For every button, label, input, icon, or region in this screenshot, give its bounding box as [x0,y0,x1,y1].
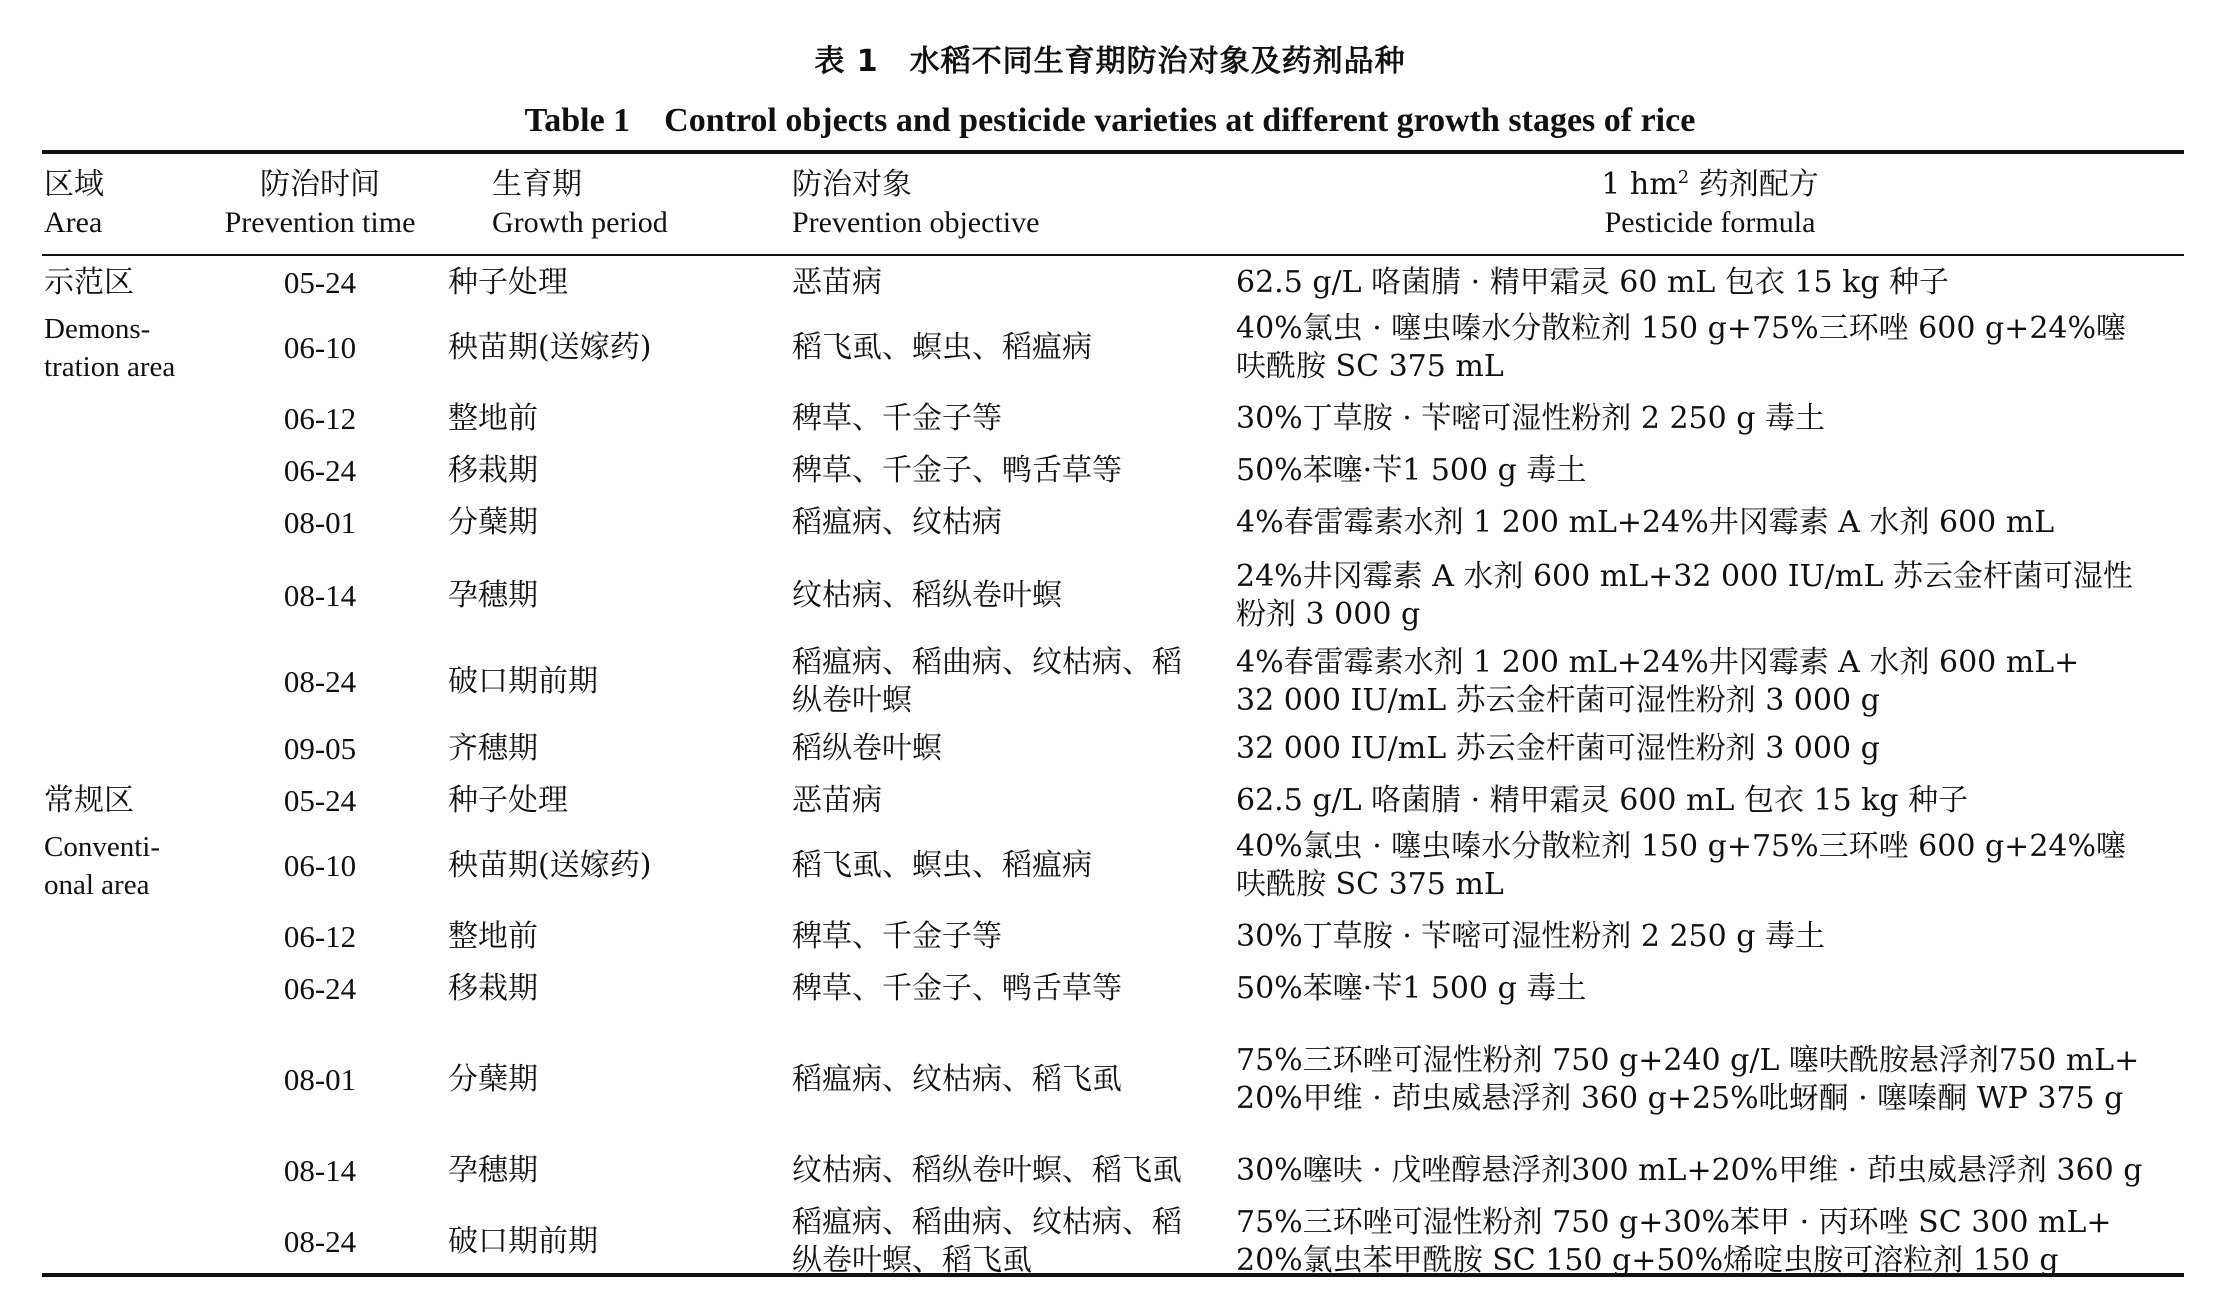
prevention-objective-cell-line: 稗草、千金子、鸭舌草等 [792,971,1122,1006]
area-label-en-line: tration area [44,351,176,383]
prevention-objective-cell-line: 稻纵卷叶螟 [792,731,942,766]
prevention-objective-cell [792,782,1212,820]
prevention-objective-cell-line: 稗草、千金子等 [792,919,1002,954]
prevention-time-cell: 09-05 [283,731,357,766]
growth-period-cell: 孕穗期 [448,1153,538,1188]
prevention-objective-cell [792,400,1212,438]
prevention-objective-cell-line: 稻瘟病、纹枯病、稻飞虱 [792,1062,1122,1097]
pesticide-formula-cell [1236,1152,2184,1190]
prevention-time-cell: 05-24 [283,265,357,300]
header-time [210,166,430,242]
area-label-en-line: Conventi- [44,831,160,863]
prevention-objective-cell [792,577,1212,615]
growth-period-cell: 秧苗期(送嫁药) [448,330,652,365]
prevention-objective-cell-line: 稻飞虱、螟虫、稻瘟病 [792,330,1092,365]
header-objective-en: Prevention objective [792,206,1040,239]
header-formula [1236,166,2184,242]
prevention-objective-cell-line: 纵卷叶螟 [792,683,912,718]
prevention-time-cell: 05-24 [283,783,357,818]
pesticide-formula-cell [1236,452,2184,490]
growth-period-cell: 孕穗期 [448,578,538,613]
pesticide-formula-cell [1236,782,2184,820]
prevention-objective-cell [792,264,1212,302]
prevention-time-cell: 06-10 [283,330,357,365]
header-time-en: Prevention time [224,206,416,239]
pesticide-formula-cell-line: 粉剂 3 000 g [1236,597,1421,632]
prevention-objective-cell [792,329,1212,367]
area-label-zh: 常规区 [44,783,134,818]
growth-period-cell: 破口期前期 [448,1224,598,1259]
pesticide-formula-cell-line: 呋酰胺 SC 375 mL [1236,867,1504,902]
pesticide-formula-cell [1236,918,2184,956]
pesticide-formula-cell [1236,828,2184,904]
pesticide-formula-cell-line: 40%氯虫 · 噻虫嗪水分散粒剂 150 g+75%三环唑 600 g+24%噻 [1236,311,2126,346]
pesticide-formula-cell-line: 30%丁草胺 · 苄嘧可湿性粉剂 2 250 g 毒土 [1236,401,1825,436]
prevention-objective-cell [792,1152,1212,1190]
pesticide-formula-cell-line: 32 000 IU/mL 苏云金杆菌可湿性粉剂 3 000 g [1236,683,1880,718]
growth-period-cell: 齐穗期 [448,731,538,766]
prevention-time-cell: 06-24 [283,453,357,488]
prevention-objective-cell-line: 稻飞虱、螟虫、稻瘟病 [792,848,1092,883]
pesticide-formula-cell-line: 4%春雷霉素水剂 1 200 mL+24%井冈霉素 A 水剂 600 mL+ [1236,645,2080,680]
pesticide-formula-cell [1236,504,2184,542]
header-formula-zh: 1 $hm^2$ 药剂配方 [1601,167,1819,202]
prevention-time-cell: 06-12 [283,401,357,436]
prevention-objective-cell [792,1061,1212,1099]
pesticide-formula-cell [1236,400,2184,438]
area-label-zh: 示范区 [44,265,134,300]
pesticide-formula-cell-line: 75%三环唑可湿性粉剂 750 g+30%苯甲 · 丙环唑 SC 300 mL+ [1236,1205,2112,1240]
pesticide-formula-cell-line: 62.5 g/L 咯菌腈 · 精甲霜灵 60 mL 包衣 15 kg 种子 [1236,265,1950,300]
prevention-objective-cell [792,504,1212,542]
prevention-objective-cell-line: 纹枯病、稻纵卷叶螟、稻飞虱 [792,1153,1182,1188]
pesticide-formula-cell-line: 20%氯虫苯甲酰胺 SC 150 g+50%烯啶虫胺可溶粒剂 150 g [1236,1243,2059,1278]
prevention-objective-cell-line: 稗草、千金子等 [792,401,1002,436]
area-label-en-line: onal area [44,869,150,901]
growth-period-cell: 破口期前期 [448,664,598,699]
prevention-objective-cell [792,918,1212,956]
pesticide-formula-cell-line: 呋酰胺 SC 375 mL [1236,349,1504,384]
pesticide-formula-cell-line: 4%春雷霉素水剂 1 200 mL+24%井冈霉素 A 水剂 600 mL [1236,505,2055,540]
header-growth-zh: 生育期 [492,167,582,202]
pesticide-formula-cell [1236,1204,2184,1280]
growth-period-cell: 分蘖期 [448,1062,538,1097]
pesticide-formula-cell [1236,310,2184,386]
prevention-objective-cell [792,644,1212,720]
header-growth-en: Growth period [492,206,668,239]
prevention-time-cell: 08-24 [283,1224,357,1259]
prevention-time-cell: 08-24 [283,664,357,699]
table-title-zh: 表 1 水稻不同生育期防治对象及药剂品种 [814,44,1406,79]
prevention-time-cell: 08-14 [283,578,357,613]
prevention-time-cell: 08-01 [283,1062,357,1097]
header-formula-en: Pesticide formula [1604,206,1816,239]
growth-period-cell: 移栽期 [448,971,538,1006]
prevention-time-cell: 08-14 [283,1153,357,1188]
prevention-objective-cell-line: 纵卷叶螟、稻飞虱 [792,1243,1032,1278]
area-label-en [44,310,234,386]
header-objective-zh: 防治对象 [792,167,912,202]
growth-period-cell: 整地前 [448,919,538,954]
prevention-time-cell: 06-10 [283,848,357,883]
pesticide-formula-cell-line: 40%氯虫 · 噻虫嗪水分散粒剂 150 g+75%三环唑 600 g+24%噻 [1236,829,2126,864]
prevention-objective-cell [792,452,1212,490]
area-label-en-line: Demons- [44,313,151,345]
growth-period-cell: 移栽期 [448,453,538,488]
growth-period-cell: 秧苗期(送嫁药) [448,848,652,883]
prevention-objective-cell [792,1204,1212,1280]
prevention-objective-cell-line: 稗草、千金子、鸭舌草等 [792,453,1122,488]
pesticide-formula-cell [1236,644,2184,720]
prevention-objective-cell-line: 稻瘟病、稻曲病、纹枯病、稻 [792,1205,1182,1240]
growth-period-cell: 分蘖期 [448,505,538,540]
pesticide-formula-cell [1236,558,2184,634]
pesticide-formula-cell [1236,264,2184,302]
prevention-objective-cell-line: 稻瘟病、纹枯病 [792,505,1002,540]
prevention-objective-cell [792,970,1212,1008]
header-rule [42,254,2184,256]
pesticide-formula-cell-line: 75%三环唑可湿性粉剂 750 g+240 g/L 噻呋酰胺悬浮剂750 mL+ [1236,1043,2140,1078]
prevention-time-cell: 08-01 [283,505,357,540]
pesticide-formula-cell [1236,1042,2184,1118]
pesticide-formula-cell-line: 50%苯噻·苄1 500 g 毒土 [1236,971,1587,1006]
growth-period-cell: 种子处理 [448,265,568,300]
header-time-zh: 防治时间 [260,167,380,202]
pesticide-formula-cell-line: 30%噻呋 · 戊唑醇悬浮剂300 mL+20%甲维 · 茚虫威悬浮剂 360 g [1236,1153,2143,1188]
prevention-time-cell: 06-12 [283,919,357,954]
header-area-zh: 区域 [44,167,104,202]
prevention-objective-cell-line: 恶苗病 [792,265,882,300]
pesticide-formula-cell-line: 30%丁草胺 · 苄嘧可湿性粉剂 2 250 g 毒土 [1236,919,1825,954]
pesticide-formula-cell-line: 62.5 g/L 咯菌腈 · 精甲霜灵 600 mL 包衣 15 kg 种子 [1236,783,1969,818]
pesticide-formula-cell-line: 50%苯噻·苄1 500 g 毒土 [1236,453,1587,488]
pesticide-formula-cell-line: 20%甲维 · 茚虫威悬浮剂 360 g+25%吡蚜酮 · 噻嗪酮 WP 375 g [1236,1081,2124,1116]
prevention-time-cell: 06-24 [283,971,357,1006]
pesticide-formula-cell [1236,970,2184,1008]
area-label-en [44,828,234,904]
header-objective [792,166,1039,242]
prevention-objective-cell-line: 恶苗病 [792,783,882,818]
prevention-objective-cell-line: 纹枯病、稻纵卷叶螟 [792,578,1062,613]
prevention-objective-cell-line: 稻瘟病、稻曲病、纹枯病、稻 [792,645,1182,680]
top-rule [42,150,2184,154]
header-growth [492,166,668,242]
prevention-objective-cell [792,847,1212,885]
pesticide-formula-cell-line: 24%井冈霉素 A 水剂 600 mL+32 000 IU/mL 苏云金杆菌可湿性 [1236,559,2133,594]
header-area [44,166,104,242]
header-area-en: Area [44,206,103,239]
table-title-en: Table 1 Control objects and pesticide varieties at different growth stages of rice [524,102,1696,139]
prevention-objective-cell [792,730,1212,768]
growth-period-cell: 种子处理 [448,783,568,818]
growth-period-cell: 整地前 [448,401,538,436]
pesticide-formula-cell-line: 32 000 IU/mL 苏云金杆菌可湿性粉剂 3 000 g [1236,731,1880,766]
pesticide-formula-cell [1236,730,2184,768]
